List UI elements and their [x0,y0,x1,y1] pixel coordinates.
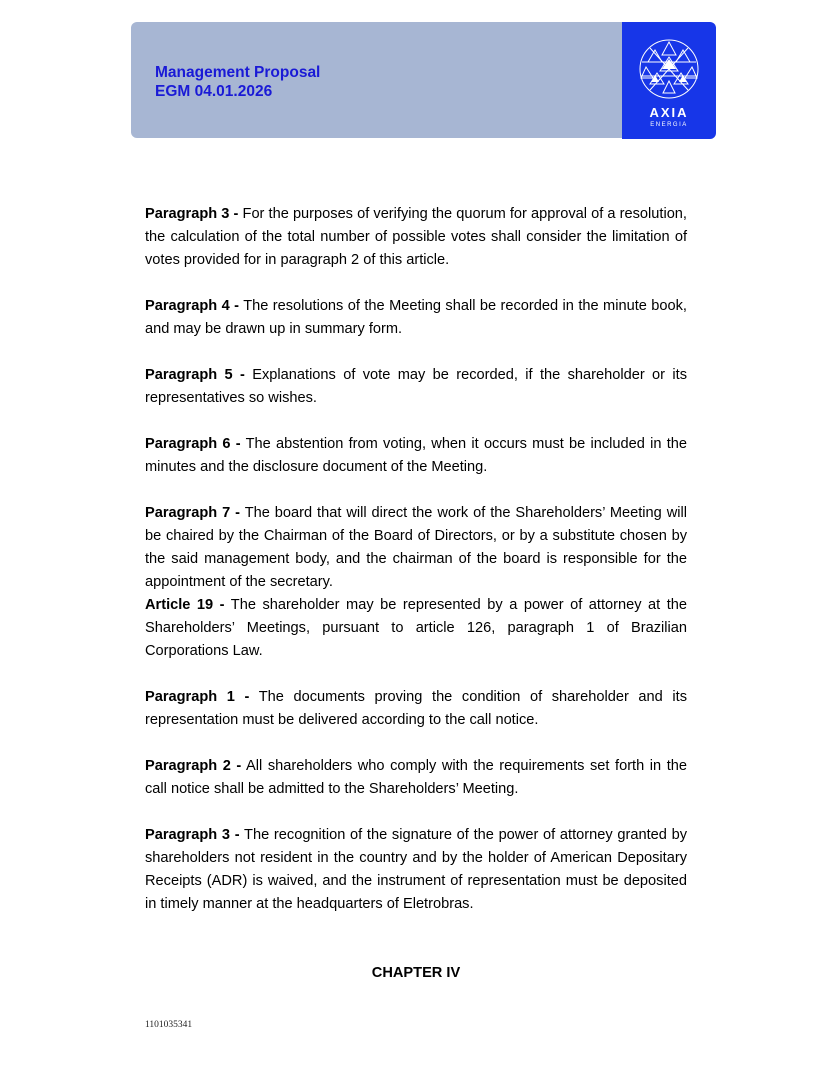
paragraph-label: Paragraph 5 - [145,367,245,383]
globe-icon [638,38,700,100]
paragraph-label: Paragraph 1 - [145,689,250,705]
paragraph-label: Paragraph 4 - [145,298,240,314]
paragraph-text: The documents proving the condition of shareholder and its representation must be delivered according to the call notice. [145,689,687,728]
paragraph-label: Paragraph 3 - [145,206,239,222]
paragraph [145,364,687,410]
article-text: The shareholder may be represented by a power of attorney at the Shareholders’ Meetings, pursuant to article 126, paragraph 1 of Brazilian Corporations Law. [145,597,687,659]
paragraph-text: For the purposes of verifying the quorum for approval of a resolution, the calculation of the total number of possible votes shall consider the limitation of votes provided for in paragraph 2 of this article. [145,206,687,268]
paragraph-text: All shareholders who comply with the requirements set forth in the call notice shall be admitted to the Shareholders’ Meeting. [145,758,687,797]
paragraph-label: Paragraph 7 - [145,505,241,521]
paragraph [145,686,687,732]
document-code: 1101035341 [145,1020,193,1030]
paragraph [145,295,687,341]
chapter-heading: CHAPTER IV [371,965,461,981]
paragraph [145,203,687,272]
title-line-1: Management Proposal [155,64,321,81]
title-line-2: EGM 04.01.2026 [155,83,273,100]
paragraph-text: Explanations of vote may be recorded, if the shareholder or its representatives so wishes. [145,367,687,406]
paragraph [145,755,687,801]
paragraph-label: Paragraph 3 - [145,827,240,843]
page-title [155,63,320,101]
paragraph [145,502,687,594]
paragraph [145,824,687,916]
paragraph-label: Paragraph 2 - [145,758,242,774]
document-body [145,203,687,916]
paragraph-text: The resolutions of the Meeting shall be recorded in the minute book, and may be drawn up in summary form. [145,298,687,337]
paragraph [145,433,687,479]
article-label: Article 19 - [145,597,225,613]
article [145,594,687,663]
paragraph-text: The board that will direct the work of the Shareholders’ Meeting will be chaired by the Chairman of the Board of Directors, or by a substitute chosen by the said management body, and the chairman of the board is responsible for the appointment of the secretary. [145,505,687,590]
axia-logo [622,22,716,139]
paragraph-text: The abstention from voting, when it occurs must be included in the minutes and the disclosure document of the Meeting. [145,436,687,475]
logo-name: AXIA [649,105,689,120]
paragraph-label: Paragraph 6 - [145,436,241,452]
paragraph-text: The recognition of the signature of the power of attorney granted by shareholders not resident in the country and by the holder of American Depositary Receipts (ADR) is waived, and the instrument of representation must be deposited in timely manner at the headquarters of Eletrobras. [145,827,687,912]
logo-subtitle: ENERGIA [650,122,688,128]
